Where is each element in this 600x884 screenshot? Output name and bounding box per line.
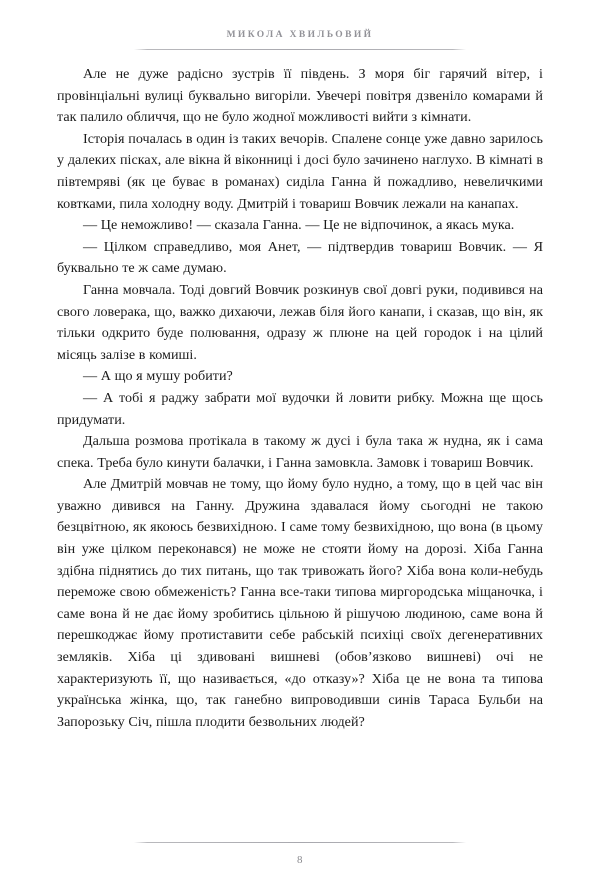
running-head: МИКОЛА ХВИЛЬОВИЙ [226, 30, 374, 40]
paragraph: Дальша розмова протікала в такому ж дусі і була така ж нудна, як і сама спека. Треба було кинути балачки, і Ганна замовкла. Замовк і товариш Вовчик. [57, 433, 543, 471]
footer-divider-wrap [0, 842, 600, 843]
body-text [57, 50, 543, 842]
footer-divider [134, 842, 466, 843]
page-number: 8 [297, 854, 303, 866]
paragraph: — А тобі я раджу забрати мої вудочки й ловити рибку. Можна ще щось придумати. [57, 389, 543, 428]
paragraph: — А що я мушу робити? [83, 368, 233, 385]
paragraph: Історія почалась в один із таких вечорів. Спалене сонце уже давно зарилось у далеких пісках, але вікна й віконниці і досі було зачинено наглухо. В кімнаті в півтемряві (як це буває в романах) сиділа Ганна й пожадливо, невеличкими ковтками, пила холодну воду. Дмитрій і товариш Вовчик лежали на канапах. [57, 130, 543, 212]
paragraph: — Цілком справедливо, моя Анет, — підтвердив товариш Вовчик. — Я буквально те ж саме думаю. [57, 238, 543, 277]
paragraph: Але Дмитрій мовчав не тому, що йому було нудно, а тому, що в цей час він уважно дивився на Ганну. Дружина здавалася йому сьогодні не такою безцвітною, як якоюсь безвихідною. І саме тому безвихідною, що вона (в цьому він уже цілком переконався) не може не стояти йому на дорозі. Хіба Ганна здібна піднятись до тих питань, що так тривожать його? Хіба вона коли-небудь переможе свою обмеженість? Ганна все-таки типова миргородська міщаночка, і саме вона й не дає йому зробитись цільною й рішучою людиною, саме вона й перешкоджає йому протиставити себе рабській психіці своїх дегенеративних земляків. Хіба ці здивовані вишневі (обов’язково вишневі) очі не характеризують її, що називається, «до отказу»? Хіба це не вона та типова українська жінка, що, так ганебно випроводивши синів Тараса Бульби на Запорозьку Січ, пішла плодити безвольних людей? [57, 476, 543, 730]
page-footer [0, 842, 600, 870]
paragraph: — Це неможливо! — сказала Ганна. — Це не відпочинок, а якась мука. [83, 217, 515, 234]
paragraph: Ганна мовчала. Тоді довгий Вовчик розкинув свої довгі руки, подивився на свого ловерака, що, важко дихаючи, лежав біля його канапи, і сказав, що він, як тільки одкрито буде полювання, одразу ж плюне на цей городок і на цілий місяць залізе в комиші. [57, 281, 543, 363]
paragraph: Але не дуже радісно зустрів її південь. З моря біг гарячий вітер, і провінціальні вулиці буквально вигоріли. Увечері повітря дзвеніло комарами й так палило обличчя, що не було жодної можливості вийти з кімнати. [57, 66, 543, 126]
